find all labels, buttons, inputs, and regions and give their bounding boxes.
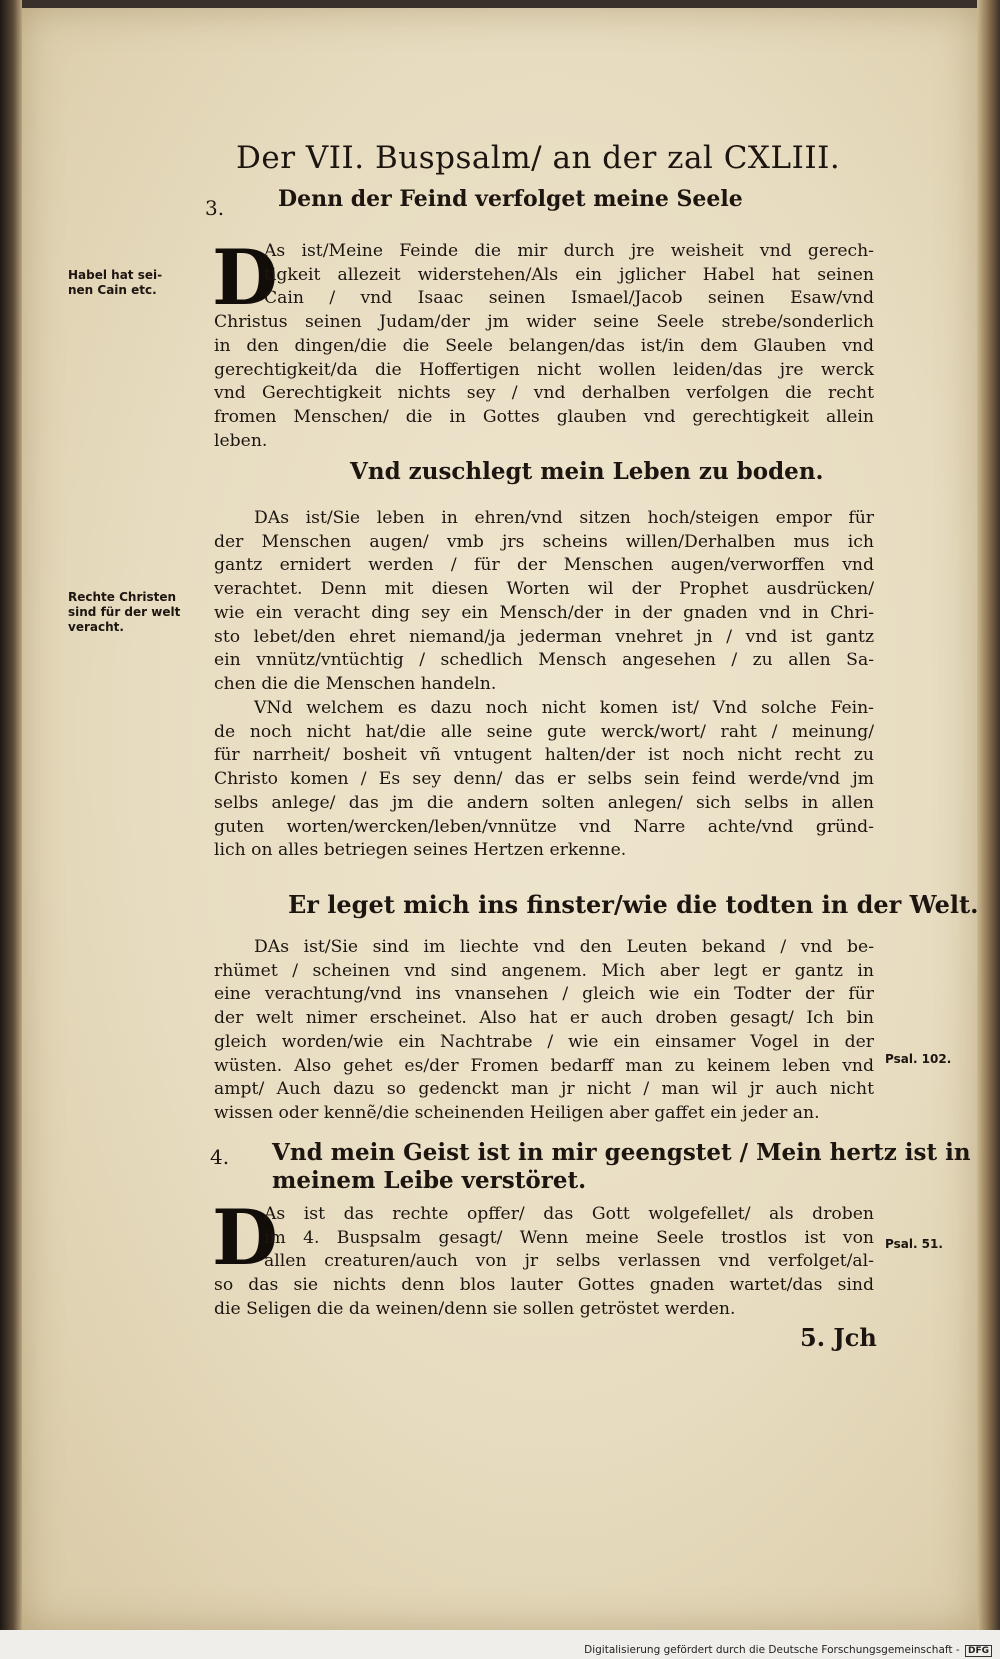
drop-cap-1: D xyxy=(212,233,278,322)
paragraph-1: As ist/Meine Feinde die mir durch jre weisheit vnd gerech- tigkeit allezeit widerstehen/Als ein jglicher Habel hat seinen Cain / vnd Isaac seinen Ismael/Jacob seinen Esaw/vnd Christus seinen Judam/der jm wider seine Seele strebe/sonderlich in den dingen/die die Seele belangen/das ist/in dem Glauben vnd gerechtigkeit/da die Hoffertigen nicht wollen leiden/das jre werck vnd Gerechtigkeit nichts sey / vnd derhalben verfolgen die recht fromen Menschen/ die in Gottes glauben vnd gerechtigkeit allein leben. xyxy=(214,241,874,451)
psalm-reference-51: Psal. 51. xyxy=(885,1237,943,1251)
dfg-logo: DFG xyxy=(965,1645,992,1657)
verse-4-line-1: Vnd mein Geist ist in mir geengstet / Mein hertz ist in xyxy=(272,1139,971,1166)
drop-cap-2: D xyxy=(212,1193,278,1282)
margin-note-christen: Rechte Christen sind für der welt veracht. xyxy=(68,590,181,634)
page-right-edge xyxy=(977,0,1000,1630)
paragraph-3: VNd welchem es dazu noch nicht komen ist/ Vnd solche Fein- de noch nicht hat/die alle seine gute werck/wort/ raht / meinung/ für narrheit/ bosheit vñ vntugent halten/der ist noch nicht recht zu Christo komen / Es sey denn/ das er selbs sein feind werde/vnd jm selbs anlege/ das jm die andern solten anlegen/ sich selbs in allen guten worten/wercken/leben/vnnütze vnd Narre achte/vnd gründ- lich on alles betriegen seines Hertzen erkenne. xyxy=(214,698,874,861)
subheading-2: Er leget mich ins finster/wie die todten in der Welt. xyxy=(288,890,979,919)
verse-4-line-2: meinem Leibe verstöret. xyxy=(272,1167,587,1194)
credit-text: Digitalisierung gefördert durch die Deutsche Forschungsgemeinschaft - xyxy=(584,1644,960,1656)
paragraph-5: As ist das rechte opffer/ das Gott wolgefellet/ als droben im 4. Buspsalm gesagt/ Wenn meine Seele trostlos ist von allen creaturen/auch von jr selbs verlassen vnd verfolget/al- so das sie nichts denn blos lauter Gottes gnaden wartet/das sind die Seligen die da weinen/denn sie sollen getröstet werden. xyxy=(214,1204,874,1319)
digitization-credit xyxy=(584,1644,992,1657)
verse-3-title: Denn der Feind verfolget meine Seele xyxy=(278,186,743,212)
page-heading: Der VII. Buspsalm/ an der zal CXLIII. xyxy=(236,140,841,176)
paragraph-2: DAs ist/Sie leben in ehren/vnd sitzen hoch/steigen empor für der Menschen augen/ vmb jrs scheins willen/Derhalben mus ich gantz ernidert werden / für der Menschen augen/verworffen vnd verachtet. Denn mit diesen Worten wil der Prophet ausdrücken/ wie ein veracht ding sey ein Mensch/der in der gnaden vnd in Chri- sto lebet/den ehret niemand/ja jederman vnehret jn / vnd ist gantz ein vnnütz/vntüchtig / schedlich Mensch angesehen / zu allen Sa- chen die die Menschen handeln. xyxy=(214,508,874,694)
psalm-reference-102: Psal. 102. xyxy=(885,1052,952,1066)
verse-number-4: 4. xyxy=(210,1145,230,1169)
subheading-1: Vnd zuschlegt mein Leben zu boden. xyxy=(350,458,824,485)
book-spine-edge xyxy=(0,0,22,1659)
verse-number-3: 3. xyxy=(205,196,225,220)
paragraph-4: DAs ist/Sie sind im liechte vnd den Leuten bekand / vnd be- rhümet / scheinen vnd sind angenem. Mich aber legt er gantz in eine verachtung/vnd ins vnansehen / gleich wie ein Todter der für der welt nimer erscheinet. Also hat er auch droben gesagt/ Ich bin gleich worden/wie ein Nachtrabe / wie ein einsamer Vogel in der wüsten. Also gehet es/der Fromen bedarff man zu keinem leben vnd ampt/ Auch dazu so gedenckt man jr nicht / man wil jr auch nicht wissen oder kennẽ/die scheinenden Heiligen aber gaffet ein jeder an. xyxy=(214,937,874,1123)
margin-note-habel: Habel hat sei- nen Cain etc. xyxy=(68,268,163,297)
catchword: 5. Jch xyxy=(800,1323,877,1352)
